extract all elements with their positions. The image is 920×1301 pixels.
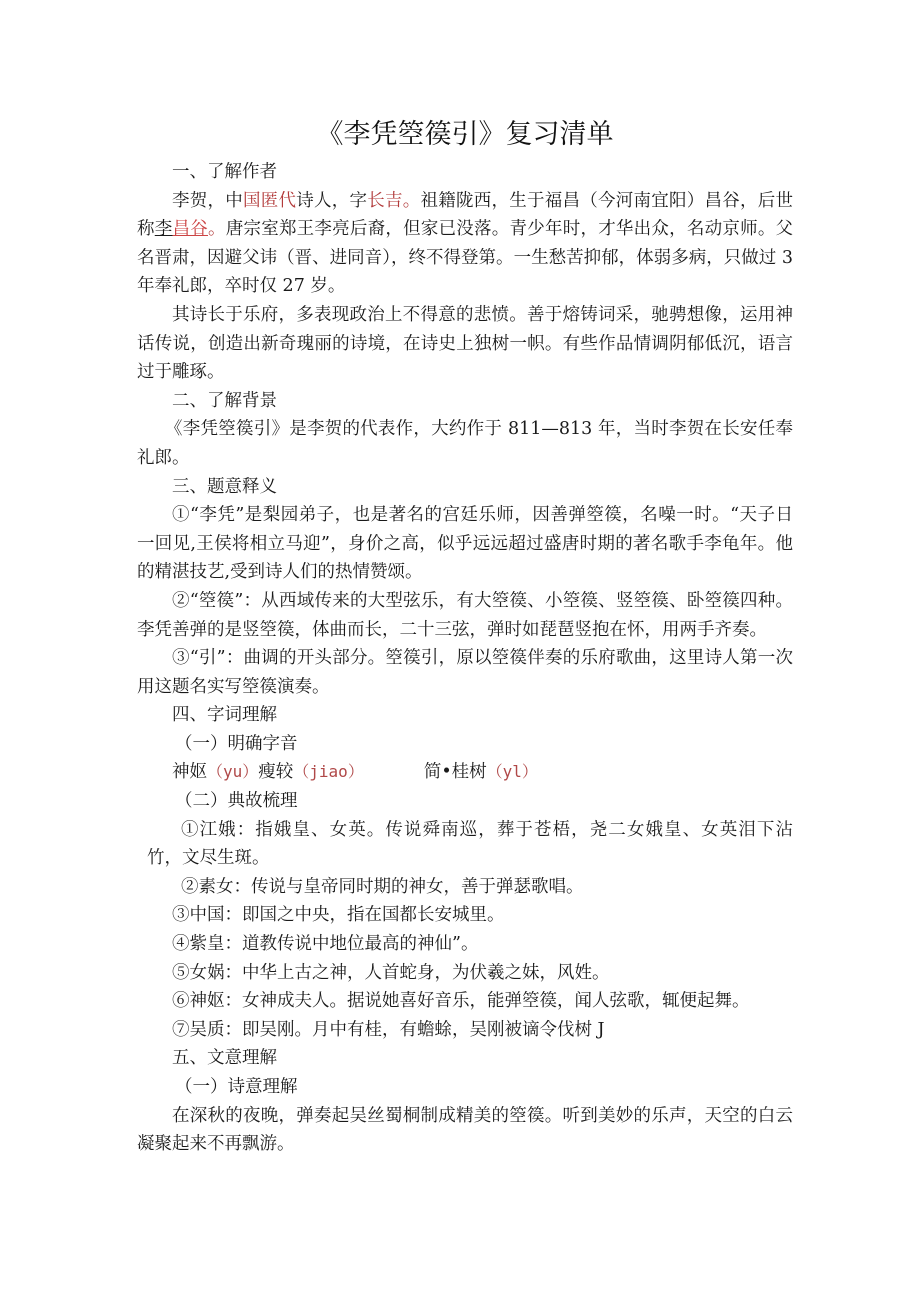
background-paragraph: 《李凭箜篌引》是李贺的代表作，大约作于 811—813 年，当时李贺在长安任奉礼郎。 bbox=[137, 419, 793, 468]
allusion-item-2: ②素女：传说与皇帝同时期的神女，善于弹瑟歌唱。 bbox=[181, 876, 584, 897]
underlined-text: 李 bbox=[154, 219, 173, 240]
highlight-text: 。 bbox=[207, 219, 226, 240]
pron-word: 简•桂树 bbox=[423, 762, 487, 783]
author-paragraph-2: 其诗长于乐府，多表现政治上不得意的悲愤。善于熔铸词采，驰骋想像，运用神话传说，创造出新奇瑰丽的诗境，在诗史上独树一帜。有些作品情调阴郁低沉，语言过于雕琢。 bbox=[137, 304, 793, 383]
subsection-heading-allusions: （二）典故梳理 bbox=[175, 791, 298, 812]
allusion-item-1: ①江娥：指娥皇、女英。传说舜南巡，葬于苍梧，尧二女娥皇、女英泪下沾竹，文尽生斑。 bbox=[147, 819, 793, 869]
title-meaning-item-2: ②“箜篌”：从西域传来的大型弦乐，有大箜篌、小箜篌、竖箜篌、卧箜篌四种。李凭善弹的是竖箜篌，体曲而长，二十三弦，弹时如琵琶竖抱在怀，用两手齐奏。 bbox=[137, 590, 793, 640]
pron-pinyin: （yl） bbox=[486, 762, 538, 782]
section-heading-meaning: 五、文意理解 bbox=[172, 1048, 277, 1069]
pron-word: 瘦较 bbox=[258, 762, 294, 783]
title-meaning-item-1: ①“李凭”是梨园弟子，也是著名的宫廷乐师，因善弹箜篌，名噪一时。“天子日一回见,王侯将相立马迎”，身价之高，似乎远远超过盛唐时期的著名歌手李龟年。他的精湛技艺,受到诗人们的热情赞颂。 bbox=[137, 505, 793, 583]
section-heading-vocabulary: 四、字词理解 bbox=[172, 705, 277, 726]
pron-word: 神妪 bbox=[172, 762, 207, 783]
section-heading-author: 一、了解作者 bbox=[172, 162, 277, 182]
allusion-item-3: ③中国：即国之中央，指在国都长安城里。 bbox=[172, 905, 505, 926]
allusion-item-5: ⑤女娲：中华上古之神，人首蛇身，为伏羲之妹，风姓。 bbox=[172, 962, 610, 983]
allusion-item-6: ⑥神妪：女神成夫人。据说她喜好音乐，能弹箜篌，闻人弦歌，辄便起舞。 bbox=[172, 991, 750, 1012]
poem-meaning-paragraph: 在深秋的夜晚，弹奏起吴丝蜀桐制成精美的箜篌。听到美妙的乐声，天空的白云凝聚起来不再飘游。 bbox=[137, 1105, 793, 1155]
allusion-item-7: ⑦吴质：即吴刚。月中有桂，有蟾蜍，吴刚被谪令伐树 J bbox=[172, 1019, 605, 1040]
section-heading-background: 二、了解背景 bbox=[172, 390, 277, 411]
pronunciation-list bbox=[137, 758, 793, 787]
document-title: 《李凭箜篌引》复习清单 bbox=[316, 119, 614, 150]
allusion-item-4: ④紫皇：道教传说中地位最高的神仙”。 bbox=[172, 934, 479, 955]
highlight-underlined-text: 昌谷 bbox=[172, 219, 208, 240]
document-page bbox=[137, 118, 793, 1159]
author-paragraph-1 bbox=[137, 187, 793, 301]
text-span: 李贺，中 bbox=[172, 190, 243, 211]
text-span: 祖籍陇西，生于福昌（今河南宜阳）昌谷，后世称 bbox=[137, 190, 793, 240]
text-span: 诗人，字 bbox=[296, 190, 368, 211]
pron-pinyin: （yu） bbox=[207, 762, 259, 782]
subsection-heading-pronunciation: （一）明确字音 bbox=[175, 733, 298, 754]
text-span: 唐宗室郑王李亮后裔，但家已没落。青少年时，才华出众，名动京师。父名晋肃，因避父讳（晋、进同音），终不得登第。一生愁苦抑郁，体弱多病，只做过 3 年奉礼郎，卒时仅 27 岁。 bbox=[137, 219, 794, 297]
subsection-heading-poem-meaning: （一）诗意理解 bbox=[175, 1077, 298, 1097]
section-heading-title-meaning: 三、题意释义 bbox=[172, 476, 277, 497]
highlight-text: 长吉。 bbox=[367, 190, 421, 211]
pron-pinyin: （jiao） bbox=[293, 762, 364, 782]
title-meaning-item-3: ③“引”：曲调的开头部分。箜篌引，原以箜篌伴奏的乐府歌曲，这里诗人第一次用这题名实写箜篌演奏。 bbox=[137, 648, 793, 697]
highlight-text: 国匿代 bbox=[243, 190, 297, 211]
